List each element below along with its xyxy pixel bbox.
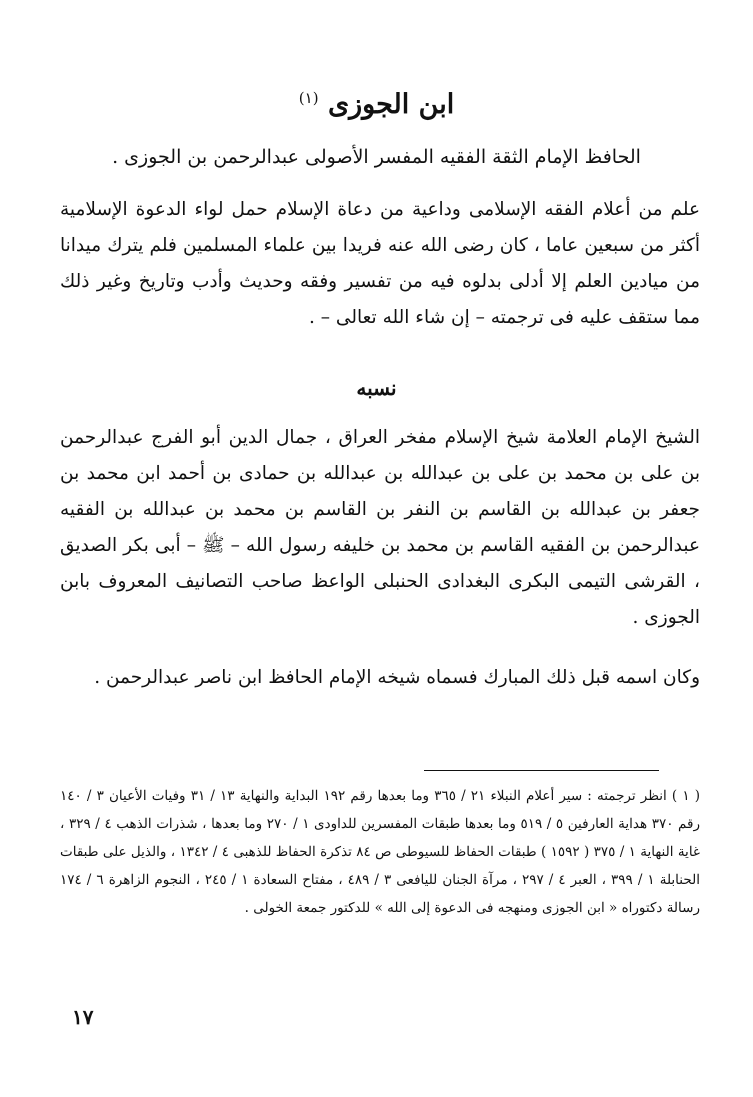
page-subtitle: الحافظ الإمام الثقة الفقيه المفسر الأصولى عبدالرحمن بن الجوزى . bbox=[112, 146, 641, 168]
intro-paragraph: علم من أعلام الفقه الإسلامى وداعية من دعاة الإسلام حمل لواء الدعوة الإسلامية أكثر من سبعين عاما ، كان رضى الله عنه فريدا بين علماء المسلمين فلم يترك ميدانا من ميادين العلم إلا أدلى بدلوه فيه من تفسير وفقه وحديث وأدب وتاريخ وغير ذلك مما ستقف عليه فى ترجمته – إن شاء الله تعالى – . bbox=[60, 199, 700, 328]
lineage-paragraph: الشيخ الإمام العلامة شيخ الإسلام مفخر العراق ، جمال الدين أبو الفرج عبدالرحمن بن على بن محمد بن على بن عبدالله بن عبدالله بن حمادى بن أحمد ابن محمد بن جعفر بن عبدالله بن القاسم بن النفر بن القاسم بن محمد بن عبدالله بن الفقيه عبدالرحمن بن الفقيه القاسم بن محمد بن خليفه رسول الله – ﷺ – أبى بكر الصديق ، القرشى التيمى البكرى البغدادى الحنبلى الواعظ صاحب التصانيف المعروف بابن الجوزى . bbox=[60, 427, 700, 628]
footnote-marker: (١) bbox=[298, 89, 319, 107]
page-title bbox=[0, 78, 753, 125]
footnote: ( ١ ) انظر ترجمته : سير أعلام النبلاء ٢١ / ٣٦٥ وما بعدها رقم ١٩٢ البداية والنهاية ١٣ / ٣١ وفيات الأعيان ٣ / ١٤٠ رقم ٣٧٠ هداية العارفين ٥ / ٥١٩ وما بعدها طبقات المفسرين للداودى ١ / ٢٧٠ وما بعدها ، شذرات الذهب ٤ / ٣٢٩ ، غاية النهاية ١ / ٣٧٥ ( ١٥٩٢ ) طبقات الحفاظ للسيوطى ص ٨٤ تذكرة الحفاظ للذهبى ٤ / ١٣٤٢ ، والذيل على طبقات الحنابلة ١ / ٣٩٩ ، العبر ٤ / ٢٩٧ ، مرآة الجنان لليافعى ٣ / ٤٨٩ ، مفتاح السعادة ١ / ٢٤٥ ، النجوم الزاهرة ٦ / ١٧٤ رسالة دكتوراه « ابن الجوزى ومنهجه فى الدعوة إلى الله » للدكتور جمعة الخولى . bbox=[60, 788, 701, 916]
page-number: ١٧ bbox=[72, 1005, 94, 1029]
footnote-divider bbox=[424, 770, 659, 771]
name-paragraph: وكان اسمه قبل ذلك المبارك فسماه شيخه الإمام الحافظ ابن ناصر عبدالرحمن . bbox=[94, 667, 700, 688]
section-heading: نسبه bbox=[356, 376, 397, 400]
title-text: ابن الجوزى bbox=[327, 89, 455, 120]
